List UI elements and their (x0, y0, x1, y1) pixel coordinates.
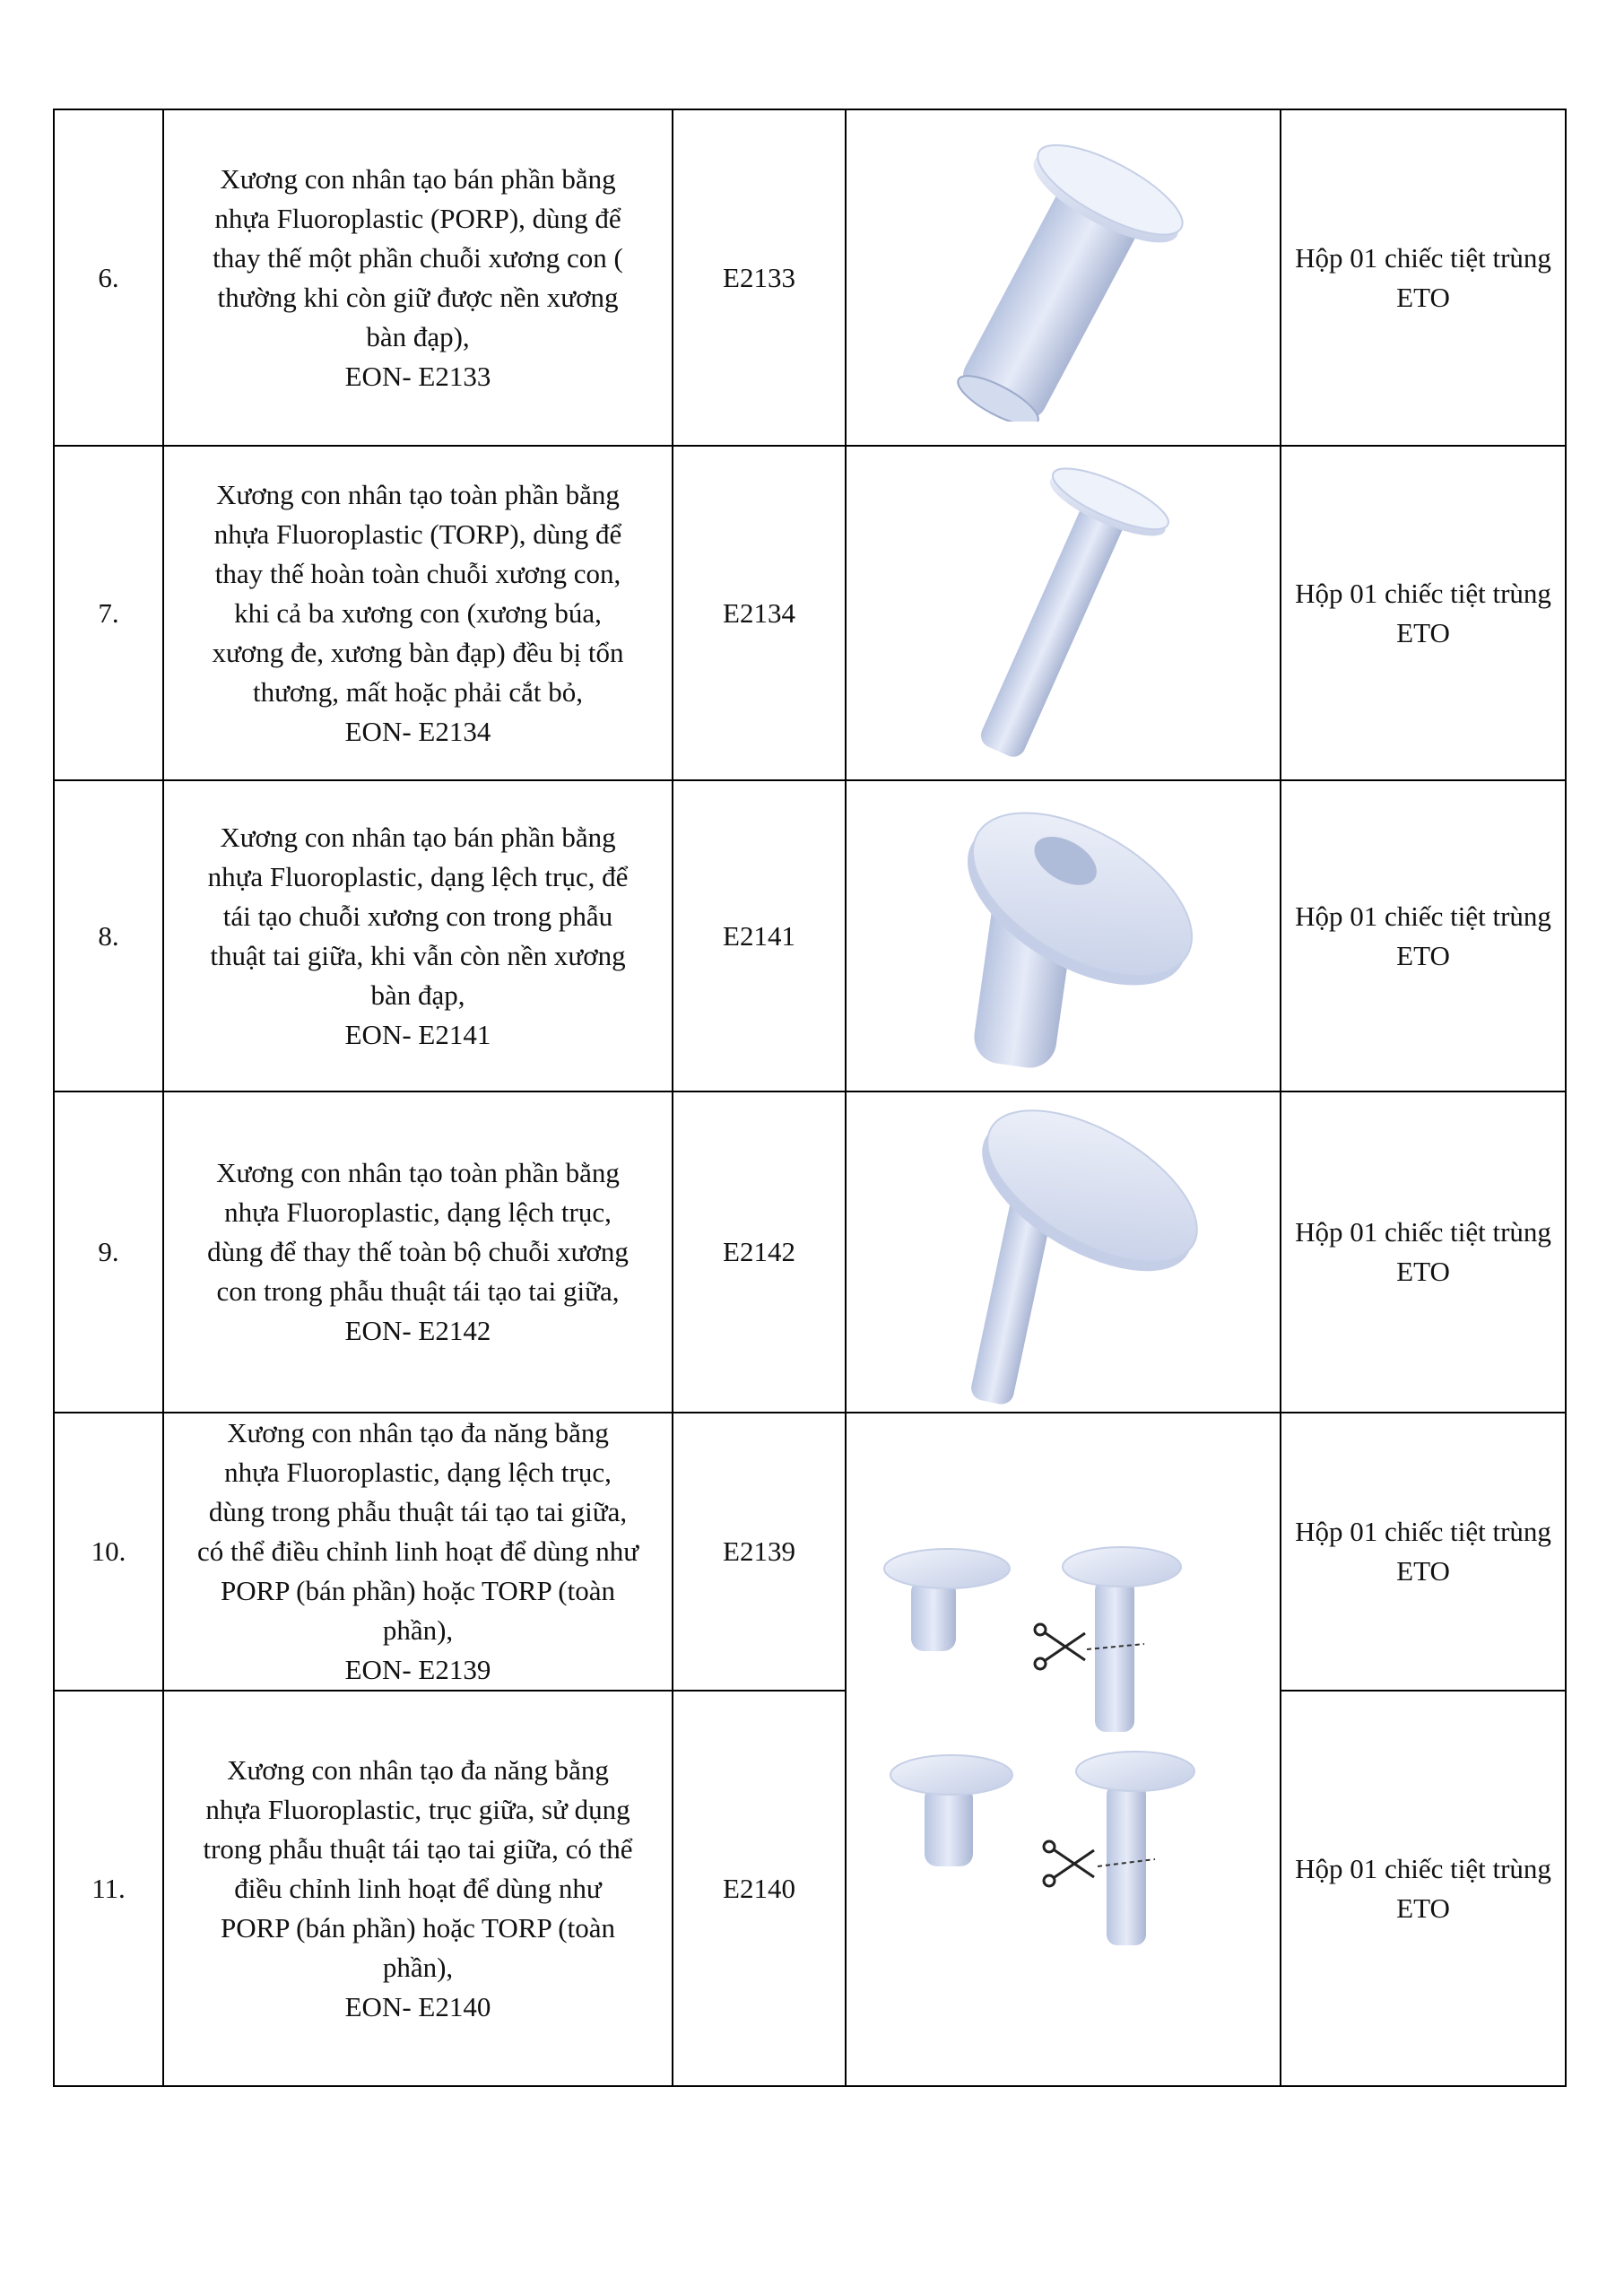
product-code: E2140 (673, 1691, 846, 2086)
row-number: 7. (54, 446, 163, 780)
product-description: Xương con nhân tạo bán phần bằng nhựa Fluoroplastic, dạng lệch trục, để tái tạo chuỗi xương con trong phẫu thuật tai giữa, khi vẫn còn nền xương bàn đạp, EON- E2141 (163, 780, 673, 1091)
porp-variant-icon (890, 1755, 1012, 1866)
packaging: Hộp 01 chiếc tiệt trùng ETO (1281, 1691, 1566, 2086)
row-number: 9. (54, 1091, 163, 1413)
porp-prosthesis-icon (911, 135, 1216, 422)
row-number: 11. (54, 1691, 163, 2086)
product-image (846, 446, 1281, 780)
product-code: E2142 (673, 1091, 846, 1413)
torp-variant-icon (1035, 1547, 1181, 1732)
product-image (846, 1091, 1281, 1413)
offset-torp-prosthesis-icon (920, 1100, 1207, 1405)
table-row (54, 1413, 1566, 1691)
table-row (54, 446, 1566, 780)
product-image (846, 109, 1281, 446)
product-code: E2133 (673, 109, 846, 446)
table-row (54, 109, 1566, 446)
row-number: 8. (54, 780, 163, 1091)
adjustable-prosthesis-group-icon (875, 1544, 1252, 1956)
product-image (846, 780, 1281, 1091)
table-row (54, 1691, 1566, 2086)
scissors-icon (1044, 1841, 1094, 1886)
packaging: Hộp 01 chiếc tiệt trùng ETO (1281, 109, 1566, 446)
product-description: Xương con nhân tạo toàn phần bằng nhựa Fluoroplastic (TORP), dùng để thay thế hoàn toàn chuỗi xương con, khi cả ba xương con (xương búa, xương đe, xương bàn đạp) đều bị tổn thương, mất hoặc phải cắt bỏ, EON- E2134 (163, 446, 673, 780)
table-row (54, 780, 1566, 1091)
product-code: E2141 (673, 780, 846, 1091)
torp-variant-icon (1044, 1752, 1194, 1945)
product-code: E2139 (673, 1413, 846, 1691)
row-number: 6. (54, 109, 163, 446)
product-description: Xương con nhân tạo đa năng bằng nhựa Fluoroplastic, dạng lệch trục, dùng trong phẫu thuật tái tạo tai giữa, có thể điều chỉnh linh hoạt để dùng như PORP (bán phần) hoặc TORP (toàn phần), EON- E2139 (163, 1413, 673, 1691)
product-code: E2134 (673, 446, 846, 780)
table-row (54, 1091, 1566, 1413)
product-description: Xương con nhân tạo bán phần bằng nhựa Fluoroplastic (PORP), dùng để thay thế một phần chuỗi xương con ( thường khi còn giữ được nền xương bàn đạp), EON- E2133 (163, 109, 673, 446)
row-number: 10. (54, 1413, 163, 1691)
scissors-icon (1035, 1624, 1085, 1669)
packaging: Hộp 01 chiếc tiệt trùng ETO (1281, 780, 1566, 1091)
product-description: Xương con nhân tạo đa năng bằng nhựa Fluoroplastic, trục giữa, sử dụng trong phẫu thuật tái tạo tai giữa, có thể điều chỉnh linh hoạt để dùng như PORP (bán phần) hoặc TORP (toàn phần), EON- E2140 (163, 1691, 673, 2086)
product-table (53, 109, 1567, 2087)
product-description: Xương con nhân tạo toàn phần bằng nhựa Fluoroplastic, dạng lệch trục, dùng để thay thế toàn bộ chuỗi xương con trong phẫu thuật tái tạo tai giữa, EON- E2142 (163, 1091, 673, 1413)
packaging: Hộp 01 chiếc tiệt trùng ETO (1281, 446, 1566, 780)
packaging: Hộp 01 chiếc tiệt trùng ETO (1281, 1413, 1566, 1691)
product-image (846, 1413, 1281, 2086)
offset-porp-prosthesis-icon (920, 788, 1207, 1084)
porp-variant-icon (884, 1549, 1010, 1651)
torp-prosthesis-icon (911, 461, 1216, 766)
packaging: Hộp 01 chiếc tiệt trùng ETO (1281, 1091, 1566, 1413)
